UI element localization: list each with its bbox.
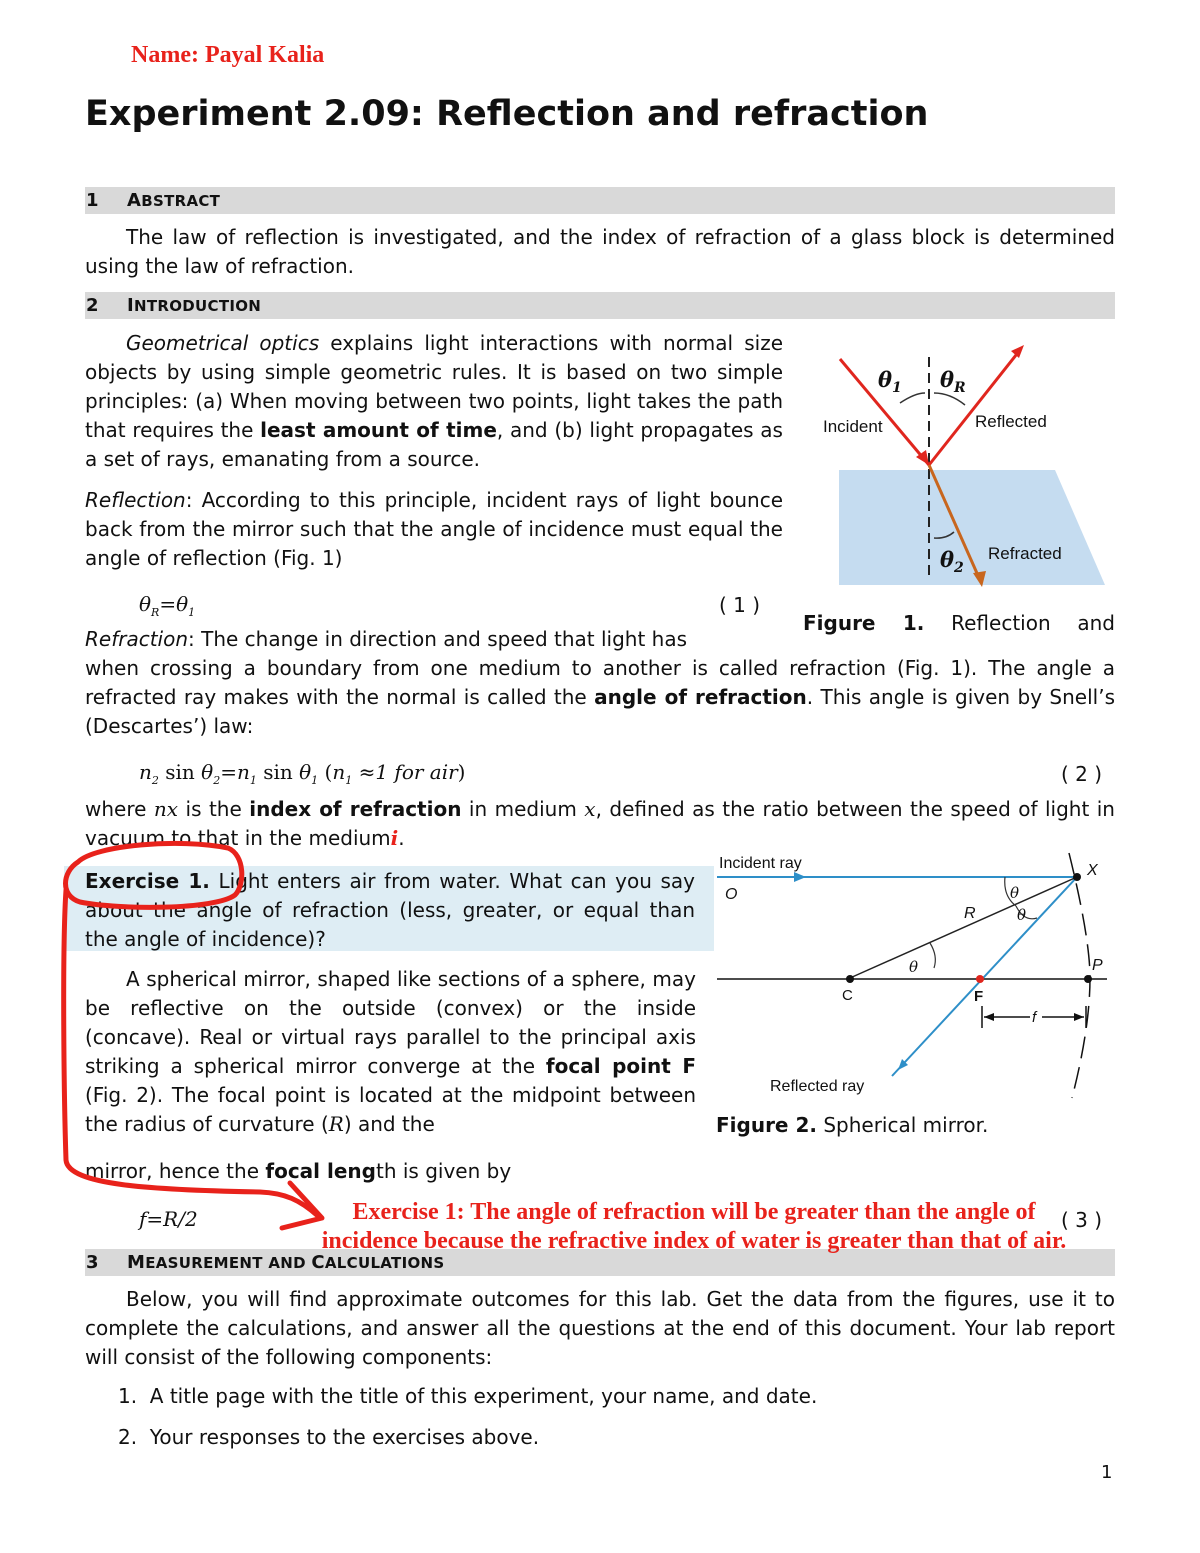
index-of-refraction-paragraph: where nx is the index of refraction in medium x, defined as the ratio between the speed of light in vacuum to that in the mediumi.	[85, 797, 1115, 850]
reflected-label: Reflected	[975, 412, 1047, 431]
reflected-ray-label: Reflected ray	[770, 1078, 865, 1095]
theta-mid-label: θ	[1017, 906, 1027, 924]
page-number: 1	[1101, 1462, 1113, 1483]
list-item: 2. Your responses to the exercises above.	[118, 1425, 540, 1449]
refraction-paragraph: when crossing a boundary from one medium to another is called refraction (Fig. 1). The angle a refracted ray makes with the normal is called the angle of refraction. This angle is given by Snell’s (Descartes’) law:	[85, 656, 1115, 738]
list-item: 1. A title page with the title of this experiment, your name, and date.	[118, 1384, 818, 1408]
focal-length-sentence: mirror, hence the focal length is given by	[85, 1159, 512, 1183]
refraction-paragraph-start: Refraction: The change in direction and speed that light has	[85, 627, 688, 651]
figure-2-caption: Figure 2. Spherical mirror.	[716, 1113, 989, 1137]
section-number: 1	[86, 190, 99, 211]
section-number: 3	[86, 1252, 99, 1273]
annotation-arrow-line	[64, 890, 318, 1216]
equation-1-number: ( 1 )	[719, 593, 761, 617]
incident-label: Incident	[823, 417, 883, 436]
section-heading-introduction: 2 INTRODUCTION	[85, 292, 1115, 319]
point-x-label: X	[1087, 862, 1098, 879]
abstract-text: The law of reflection is investigated, and the index of refraction of a glass block is determined using the law of refraction.	[85, 225, 1115, 278]
theta-low-label: θ	[909, 958, 919, 976]
exercise-circle	[66, 843, 242, 907]
refracted-label: Refracted	[988, 544, 1062, 563]
student-name: Name: Payal Kalia	[131, 42, 325, 68]
measurement-text: Below, you will find approximate outcomes for this lab. Get the data from the figures, use it to complete the calculations, and answer all the questions at the end of this document. Your lab report will consist of the following components:	[85, 1287, 1115, 1369]
equation-2: $n_2$ $\sin \theta_2=n_1$ $\sin \theta_1$ ($n_1 \approx 1$ for air)	[139, 760, 466, 787]
equation-2-number: ( 2 )	[1061, 762, 1103, 786]
spherical-mirror-paragraph: A spherical mirror, shaped like sections of a sphere, may be reflective on the outside (convex) or the inside (concave). Real or virtual rays parallel to the principal axis striking a spherical mirror converge at the focal point F (Fig. 2). The focal point is located at the midpoint between the radius of curvature (R) and the	[85, 967, 696, 1136]
theta1-label: $\theta_1$	[878, 367, 902, 396]
radius-label: R	[964, 905, 976, 922]
incident-ray-label: Incident ray	[719, 855, 802, 872]
page-title: Experiment 2.09: Reflection and refraction	[85, 94, 929, 134]
figure-1-caption: Figure 1. Reflection and	[803, 611, 1115, 635]
theta2-label: $\theta_2$	[940, 547, 964, 576]
point-o-label: O	[725, 886, 738, 903]
section-heading-measurement: 3 MEASUREMENT AND CALCULATIONS	[85, 1249, 1115, 1276]
equation-3: f=R/2	[139, 1207, 198, 1231]
equation-1: $\theta_R=\theta_1$	[139, 592, 196, 619]
reflection-paragraph: Reflection: According to this principle, incident rays of light bounce back from the mirror such that the angle of incidence must equal the angle of reflection (Fig. 1)	[85, 488, 783, 570]
intro-paragraph-1: Geometrical optics explains light interactions with normal size objects by using simple geometric rules. It is based on two simple principles: (a) When moving between two points, light takes the path that requires the least amount of time, and (b) light propagates as a set of rays, emanating from a source.	[85, 331, 783, 471]
equation-3-number: ( 3 )	[1061, 1208, 1103, 1232]
section-number: 2	[86, 295, 99, 316]
point-c-label: C	[842, 987, 853, 1004]
point-f-label: F	[974, 988, 984, 1005]
exercise-1-text: Exercise 1. Light enters air from water. What can you say about the angle of refraction (less, greater, or equal than the angle of incidence)?	[85, 869, 696, 951]
exercise-1-answer-annotation: Exercise 1: The angle of refraction will be greater than the angle of incidence because the refractive index of water is greater than that of air.	[321, 1199, 1067, 1254]
theta-top-label: θ	[1010, 884, 1020, 902]
thetaR-label: $\theta_R$	[940, 367, 966, 396]
section-heading-abstract: 1 ABSTRACT	[85, 187, 1115, 214]
point-p-label: P	[1092, 957, 1103, 974]
focal-length-label: f	[1032, 1009, 1037, 1026]
